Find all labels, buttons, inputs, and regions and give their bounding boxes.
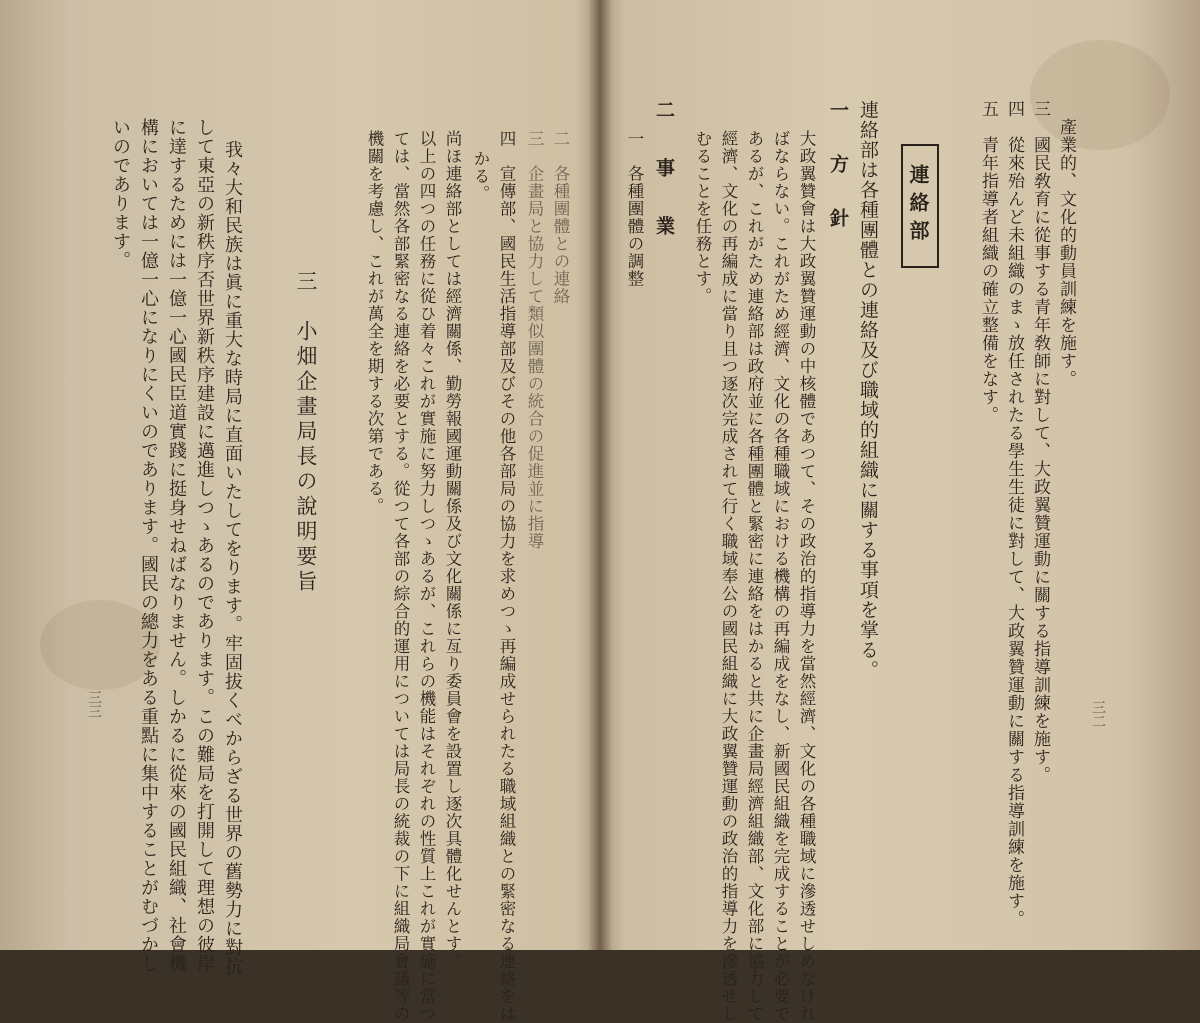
- right-line-4: 五 青年指導者組織の確立整備をなす。: [978, 100, 998, 424]
- left-item-3: 三 企畫局と協力して類似團體の統合の促進並に指導: [525, 130, 544, 550]
- speech-line-4: 構においては一億一心になりにくいのであります。國民の總力をある重點に集中することがむづかし: [138, 118, 159, 973]
- business-item-1: 一 各種團體の調整: [625, 130, 644, 288]
- left-para-line-2: 以上の四つの任務に從ひ着々これが實施に努力しつゝあるが、これらの機能はそれぞれの性質上これが實施に當つ: [417, 130, 436, 1023]
- speech-line-1: 我々大和民族は眞に重大な時局に直面いたしてをります。牢固拔くべからざる世界の舊勢力に對抗: [222, 140, 243, 976]
- left-item-4-line-1: 四 宣傳部、國民生活指導部及びその他各部局の協力を求めつゝ再編成せられたる職域組織との緊密なる連絡をは: [497, 130, 516, 1023]
- speech-line-3: に達するためには一億一心國民臣道實踐に挺身せねばなりません。しかるに從來の國民組織、社會機: [166, 118, 187, 973]
- speech-line-2: して東亞の新秩序否世界新秩序建設に邁進しつゝあるのであります。この難局を打開して理想の彼岸: [194, 118, 215, 973]
- page-number-right: 三二: [1090, 700, 1106, 728]
- left-para-line-3: ては、當然各部緊密なる連絡を必要とする。從つて各部の綜合的運用については局長の統裁の下に組織局會議等の: [391, 130, 410, 1023]
- right-line-2: 三 國民敎育に從事する青年敎師に對して、大政翼贊運動に關する指導訓練を施す。: [1030, 100, 1050, 784]
- right-line-3: 四 從來殆んど未組織のまゝ放任されたる學生生徒に對して、大政翼贊運動に關する指導訓練を施す。: [1004, 100, 1024, 928]
- speech-line-5: いのであります。: [110, 118, 131, 270]
- left-item-4-line-2: かる。: [471, 150, 490, 203]
- right-line-1: 產業的、文化的動員訓練を施す。: [1056, 118, 1076, 388]
- policy-line-4: 經濟、文化の再編成に當り且つ逐次完成されて行く職域奉公の國民組織に大政翼贊運動の政治的指導力を滲透せし: [719, 130, 738, 1023]
- business-heading: 二 事 業: [653, 100, 675, 245]
- left-item-2: 二 各種團體との連絡: [551, 130, 570, 305]
- section-title-box: 連絡部: [901, 144, 939, 268]
- left-para-line-1: 尚ほ連絡部としては經濟關係、勤勞報國運動關係及び文化關係に亙り委員會を設置し逐次具體化せんとす。: [443, 130, 462, 970]
- left-para-line-4: 機關を考慮し、これが萬全を期する次第である。: [365, 130, 384, 515]
- policy-heading: 一 方 針: [827, 100, 849, 235]
- section-3-title: 三 小畑企畫局長の說明要旨: [294, 270, 318, 595]
- policy-line-1: 大政翼贊會は大政翼贊運動の中核體であつて、その政治的指導力を當然經濟、文化の各種職域に滲透せしめなけれ: [797, 130, 816, 1023]
- page-number-left: 三三: [86, 690, 102, 718]
- policy-line-5: むることを任務とす。: [693, 130, 712, 305]
- policy-line-3: あるが、これがため連絡部は政府並に各種團體と緊密に連絡をはかると共に企畫局經濟組織部、文化部に協力して: [745, 130, 764, 1023]
- policy-line-2: ばならない。これがため經濟、文化の各種職域における機構の再編成をなし、新國民組織を完成することが必要で: [771, 130, 790, 1023]
- section-description: 連絡部は各種團體との連絡及び職域的組織に關する事項を掌る。: [857, 100, 879, 680]
